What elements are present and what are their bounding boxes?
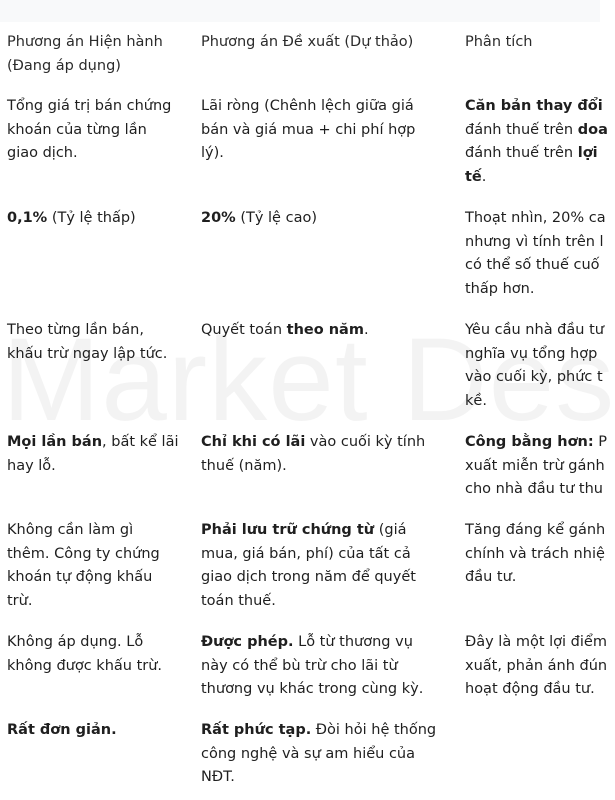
cell-line	[7, 655, 192, 679]
cell-line	[201, 519, 456, 543]
cell-line	[465, 678, 600, 702]
cell-line	[7, 590, 192, 614]
cell-line	[465, 478, 603, 502]
text-run: khấu trừ ngay lập tức.	[7, 345, 168, 362]
header-line: Phân tích	[465, 34, 533, 50]
text-run: Không cần làm gì	[7, 522, 134, 538]
cell-line	[465, 390, 600, 414]
text-run: Tăng đáng kể gánh	[465, 522, 606, 538]
cell-line	[201, 95, 456, 119]
cell-line	[201, 766, 456, 790]
text-run: đầu tư.	[465, 569, 517, 585]
row-5-proposed	[201, 519, 456, 613]
cell-line	[7, 631, 192, 655]
text-run: xuất miễn trừ gánh	[465, 457, 605, 474]
cell-line	[201, 319, 456, 343]
cell-line	[465, 231, 604, 255]
cell-line	[7, 142, 192, 166]
cell-line	[465, 95, 603, 119]
cell-line	[465, 631, 607, 655]
row-3-proposed	[201, 319, 456, 343]
text-run: mua, giá bán, phí) của tất cả	[201, 545, 411, 562]
cell-line	[465, 207, 606, 231]
bold-text: Công bằng hơn:	[465, 434, 594, 450]
text-run: toán thuế.	[201, 592, 276, 609]
text-run: NĐT.	[201, 769, 235, 785]
row-4-analysis	[465, 431, 608, 502]
row-3-current	[7, 319, 192, 366]
cell-line	[465, 166, 600, 190]
cell-line	[7, 207, 192, 231]
text-run: thương vụ khác trong cùng kỳ.	[201, 681, 424, 697]
header-line: (Đang áp dụng)	[7, 57, 121, 74]
cell-line	[201, 142, 456, 166]
cell-line	[7, 431, 192, 455]
row-2-current	[7, 207, 192, 231]
text-run: giao dịch trong năm để quyết	[201, 569, 416, 585]
text-run: Tổng giá trị bán chứng	[7, 98, 172, 114]
text-run: này có thể bù trừ cho lãi từ	[201, 657, 398, 674]
cell-line	[465, 431, 608, 455]
row-5-analysis	[465, 519, 606, 590]
text-run: không được khấu trừ.	[7, 657, 163, 674]
header-col-proposed	[201, 31, 456, 55]
row-4-current	[7, 431, 192, 478]
text-run: (Tỷ lệ cao)	[235, 210, 317, 226]
cell-line	[201, 566, 456, 590]
cell-line	[7, 343, 192, 367]
cell-line	[201, 678, 456, 702]
row-1-analysis	[465, 95, 608, 189]
cell-line	[201, 455, 456, 479]
row-5-current	[7, 519, 192, 613]
text-run: Không áp dụng. Lỗ	[7, 634, 144, 650]
text-run: P	[593, 434, 608, 450]
text-run: Theo từng lần bán,	[7, 322, 144, 338]
header-col-current	[7, 31, 192, 78]
row-6-current	[7, 631, 192, 678]
cell-line	[7, 519, 192, 543]
bold-text: lợi	[577, 145, 598, 161]
cell-line	[465, 343, 600, 367]
bold-text: tế	[465, 168, 482, 185]
text-run: thêm. Công ty chứng	[7, 545, 160, 562]
text-run: khoán tự động khấu	[7, 569, 153, 585]
cell-line	[465, 455, 605, 479]
bold-text: theo năm	[286, 322, 364, 338]
text-run: khoán của từng lần	[7, 121, 147, 138]
text-run: đánh thuế trên	[465, 121, 578, 138]
cell-line	[465, 142, 600, 166]
text-run: công nghệ và sự am hiểu của	[201, 745, 415, 762]
text-run: Lỗ từ thương vụ	[293, 634, 413, 650]
cell-line	[465, 319, 604, 343]
row-1-proposed	[201, 95, 456, 166]
text-run: giao dịch.	[7, 145, 78, 161]
row-1-current	[7, 95, 192, 166]
cell-line	[7, 543, 192, 567]
bold-text: Mọi lần bán	[7, 434, 103, 450]
cell-line	[201, 655, 456, 679]
cell-line	[7, 319, 192, 343]
cell-line	[465, 366, 603, 390]
cell-line	[7, 95, 192, 119]
row-4-proposed	[201, 431, 456, 478]
header-line: Phương án Hiện hành	[7, 34, 163, 50]
cell-line	[7, 119, 192, 143]
cell-line	[201, 631, 456, 655]
text-run: , bất kể lãi	[102, 434, 179, 450]
text-run: vào cuối kỳ, phức t	[465, 369, 603, 385]
text-run: .	[363, 322, 369, 338]
bold-text: Căn bản thay đổi	[465, 98, 603, 114]
cell-line	[201, 207, 456, 231]
text-run: vào cuối kỳ tính	[305, 434, 426, 450]
bold-text: 20%	[201, 210, 236, 226]
row-2-proposed	[201, 207, 456, 231]
text-run: hoạt động đầu tư.	[465, 681, 595, 697]
text-run: nhưng vì tính trên l	[465, 233, 604, 250]
text-run: (Tỷ lệ thấp)	[47, 210, 136, 226]
text-run: (giá	[374, 522, 407, 538]
text-run: .	[481, 168, 487, 185]
cell-line	[465, 655, 608, 679]
row-7-current	[7, 719, 192, 743]
text-run: nghĩa vụ tổng hợp	[465, 345, 598, 362]
text-run: Thoạt nhìn, 20% ca	[465, 210, 606, 226]
cell-line	[201, 590, 456, 614]
row-6-proposed	[201, 631, 456, 702]
text-run: cho nhà đầu tư thu	[465, 481, 603, 497]
bold-text: Phải lưu trữ chứng từ	[201, 522, 375, 538]
text-run: Yêu cầu nhà đầu tư	[465, 322, 604, 338]
cell-line	[465, 543, 605, 567]
text-run: xuất, phản ánh đún	[465, 657, 608, 674]
text-run: đánh thuế trên	[465, 145, 578, 161]
text-run: Đây là một lợi điểm	[465, 634, 607, 650]
text-run: Đòi hỏi hệ thống	[311, 722, 437, 738]
cell-line	[7, 455, 192, 479]
cell-line	[201, 543, 456, 567]
header-line: Phương án Đề xuất (Dự thảo)	[201, 34, 414, 50]
text-run: thuế (năm).	[201, 457, 287, 474]
bold-text: doa	[577, 121, 608, 138]
text-run: chính và trách nhiệ	[465, 545, 605, 562]
header-col-analysis	[465, 31, 600, 55]
text-run: hay lỗ.	[7, 457, 56, 474]
text-run: bán và giá mua + chi phí hợp	[201, 121, 416, 138]
text-run: có thể số thuế cuố	[465, 257, 600, 273]
row-3-analysis	[465, 319, 604, 413]
cell-line	[465, 566, 600, 590]
cell-line	[201, 743, 456, 767]
row-7-proposed	[201, 719, 456, 790]
cell-line	[201, 431, 456, 455]
bold-text: 0,1%	[7, 210, 48, 226]
bold-text: Rất đơn giản.	[7, 722, 117, 738]
cell-line	[465, 519, 606, 543]
cell-line	[465, 119, 608, 143]
cell-line	[201, 119, 456, 143]
bold-text: Rất phức tạp.	[201, 722, 312, 738]
text-run: thấp hơn.	[465, 280, 535, 297]
cell-line	[465, 278, 600, 302]
row-2-analysis	[465, 207, 606, 301]
row-6-analysis	[465, 631, 608, 702]
cell-line	[7, 566, 192, 590]
text-run: lý).	[201, 145, 224, 161]
cell-line	[7, 719, 192, 743]
cell-line	[201, 719, 456, 743]
bold-text: Chỉ khi có lãi	[201, 434, 306, 450]
text-run: Quyết toán	[201, 322, 287, 338]
text-run: kề.	[465, 392, 487, 409]
text-run: Lãi ròng (Chênh lệch giữa giá	[201, 98, 414, 114]
bold-text: Được phép.	[201, 634, 294, 650]
text-run: trừ.	[7, 592, 33, 609]
cell-line	[465, 254, 600, 278]
